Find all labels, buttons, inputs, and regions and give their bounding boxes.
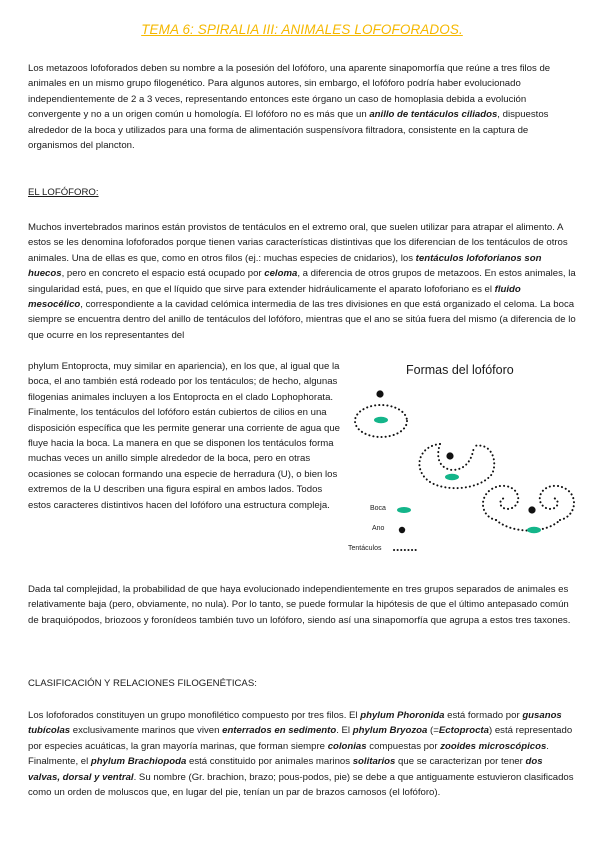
- clas-text-1: Los lofoforados constituyen un grupo monofilético compuesto por tres filos. El: [28, 710, 361, 721]
- intro-text-2: , dispuestos alrededor de la boca y utilizados para una forma de alimentación suspensívora filtradora, consistente en la captura de organismos del plancton.: [28, 109, 549, 152]
- clas-text-2: está formado por: [444, 710, 523, 721]
- spiral-left: [483, 486, 518, 520]
- legend-anus-symbol: [399, 527, 405, 533]
- horseshoe-mouth: [445, 474, 459, 480]
- clasificacion-paragraph: [28, 708, 576, 800]
- complexity-paragraph: Dada tal complejidad, la probabilidad de que haya evolucionado independientemente en tres grupos separados de animales es relativamente baja (pero, obviamente, no nula). Por lo tanto, se puede formular la hipótesis de que el último antepasado común de braquiópodos, briozoos y foronídeos también tuvo un lofóforo, siendo así una sinapomorfía que agrupa a estos tres taxones.: [28, 584, 571, 626]
- lofoforo-text-4: , correspondiente a la cavidad celómica intermedia de las tres divisiones en que está organizado el celoma. La boca siempre se encuentra dentro del anillo de tentáculos del lofóforo, mientras que el ano se sitúa fuera del mismo (a diferencia de lo que ocurre en los representantes del: [28, 299, 576, 341]
- clas-text-8: . Finalmente, el: [28, 740, 549, 768]
- spiral-anus-dot: [528, 506, 535, 513]
- lofoforo-emphasis-3: fluido mesocélico: [28, 283, 521, 311]
- spiral-mouth: [527, 527, 541, 533]
- legend-mouth-label: Boca: [370, 505, 386, 512]
- ring-anus-dot: [376, 390, 383, 397]
- figure-title: Formas del lofóforo: [406, 363, 514, 377]
- intro-emphasis-1: anillo de tentáculos ciliados: [369, 109, 498, 121]
- clas-emphasis-10: dos valvas, dorsal y ventral: [28, 756, 543, 783]
- clas-text-11: . Su nombre (Gr. brachion, brazo; pous-podos, pie) se debe a que antiguamente estuvieron clasificados como un orden de moluscos que, en lugar del pie, tenían un par de brazos carnosos (el lofóforo).: [28, 771, 574, 799]
- clas-text-6: ) está representado por especies acuáticas, la gran mayoría marinas, que forman siempre: [28, 725, 573, 752]
- clas-emphasis-2: gusanos tubícolas: [28, 710, 562, 737]
- spiral-right: [540, 486, 574, 520]
- clas-emphasis-9: solitarios: [352, 756, 396, 768]
- intro-paragraph: [28, 61, 576, 153]
- lofoforo-emphasis-2: celoma: [264, 268, 298, 280]
- clas-text-3: exclusivamente marinos que viven: [70, 725, 223, 737]
- page-title: TEMA 6: SPIRALIA III: ANIMALES LOFOFORADOS.: [141, 22, 463, 37]
- lophophore-forms-figure: [342, 358, 582, 560]
- lofoforo-text-2: , pero en concreto el espacio está ocupado por: [61, 268, 265, 280]
- horseshoe-tentacles-inner: [438, 444, 474, 470]
- clas-emphasis-7: zooides microscópicos: [440, 740, 547, 752]
- clas-text-10: que se caracterizan por tener: [395, 756, 526, 768]
- spiral-form: [483, 486, 574, 533]
- legend-mouth-symbol: [397, 507, 411, 513]
- lofoforo-emphasis-1: tentáculos lofoforianos son huecos: [28, 252, 542, 280]
- horseshoe-form: [419, 444, 494, 488]
- horseshoe-tentacles-outer: [419, 444, 494, 488]
- horseshoe-anus-dot: [446, 452, 453, 459]
- clas-emphasis-3: enterrados en sedimento: [222, 725, 337, 737]
- clas-text-5: (=: [427, 725, 439, 737]
- lofoforo-text-3: , a diferencia de otros grupos de metazoos. En estos animales, la singularidad está, pues, en que el líquido que sirve para extender hidráulicamente el aparato lofoforiano es el: [28, 268, 576, 295]
- section-heading-clasificacion: CLASIFICACIÓN Y RELACIONES FILOGENÉTICAS:: [28, 678, 257, 689]
- clas-emphasis-5: Ectoprocta: [438, 725, 489, 737]
- clas-emphasis-1: phylum Phoronida: [360, 710, 445, 721]
- lofoforo-text-1: Muchos invertebrados marinos están provistos de tentáculos en el extremo oral, que suelen utilizar para atrapar el alimento. A estos se les denomina lofoforados porque tienen varias características distintivas que los diferencian de los tentáculos de otros animales. Una de ellas es que, como en otros filos (ej.: muchas especies de cnidarios), los: [28, 222, 568, 264]
- clas-emphasis-4: phylum Bryozoa: [352, 725, 428, 737]
- legend-tentacles-label: Tentáculos: [348, 545, 382, 552]
- clas-text-7: compuestas por: [366, 740, 441, 752]
- lofoforo-paragraph: [28, 220, 576, 343]
- clas-text-9: está constituido por animales marinos: [186, 756, 353, 768]
- clas-text-4: . El: [336, 725, 353, 737]
- clas-emphasis-6: colonias: [327, 740, 367, 752]
- narrow-paragraph: phylum Entoprocta, muy similar en apariencia), en los que, al igual que la boca, el ano también está rodeado por los tentáculos; de hecho, algunas filogenias animales incluyen a los Entoprocta en el clado Lophophorata. Finalmente, los tentáculos del lofóforo están cubiertos de cilios en una disposición específica que les permite generar una corriente de agua que fluye hacia la boca. La manera en que se disponen los tentáculos forma muchas veces un anillo simple alrededor de la boca, pero en otras ocasiones se colocan formando una especie de herradura (U), o bien los extremos de la U describen una figura espiral en ambos lados. Todos estos caracteres distintivos hacen del lofóforo una estructura compleja.: [28, 361, 340, 511]
- legend-anus-label: Ano: [372, 525, 385, 532]
- ring-mouth: [374, 417, 388, 423]
- intro-text-1: Los metazoos lofoforados deben su nombre a la posesión del lofóforo, una aparente sinapomorfía que reúne a tres filos de animales en un mismo grupo filogenético. Para algunos autores, sin embargo, el lofóforo podría haber evolucionado independientemente de 2 a 3 veces, representando entonces este órgano un caso de homoplasia debida a evolución convergente y no a un origen común u homología. El lofóforo no es más que un: [28, 63, 551, 121]
- clas-emphasis-8: phylum Brachiopoda: [90, 756, 187, 768]
- ring-form: [355, 390, 407, 437]
- section-heading-lofoforo: EL LOFÓFORO:: [28, 187, 99, 198]
